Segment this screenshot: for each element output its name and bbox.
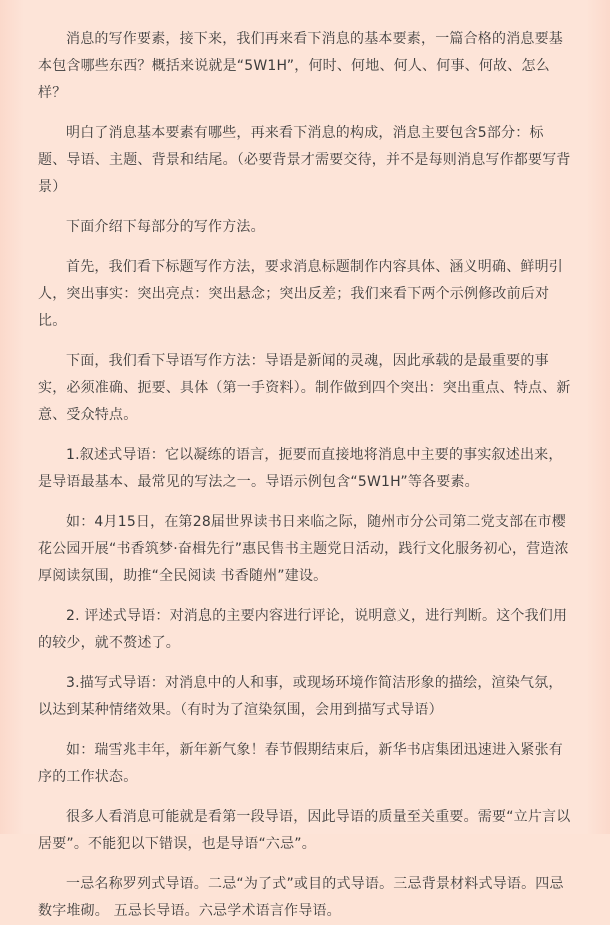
paragraph-title-method: 首先，我们看下标题写作方法，要求消息标题制作内容具体、涵义明确、鲜明引人，突出事实：突出亮点：突出悬念；突出反差；我们来看下两个示例修改前后对比。 (38, 259, 563, 329)
paragraph-narrative-lead: 1.叙述式导语：它以凝练的语言，扼要而直接地将消息中主要的事实叙述出来，是导语最基本、最常见的写法之一。导语示例包含“5W1H”等各要素。 (38, 447, 563, 490)
paragraph-methods-intro: 下面介绍下每部分的写作方法。 (66, 219, 265, 235)
paragraph-six-taboos: 一忌名称罗列式导语。二忌“为了式”或目的式导语。三忌背景材料式导语。四忌数字堆砌。 五忌长导语。六忌学术语言作导语。 (38, 876, 564, 919)
paragraph-commentary-lead: 2. 评述式导语：对消息的主要内容进行评论，说明意义，进行判断。这个我们用的较少，就不赘述了。 (38, 608, 568, 651)
paragraph-descriptive-example: 如：瑞雪兆丰年，新年新气象！春节假期结束后，新华书店集团迅速进入紧张有序的工作状态。 (38, 742, 563, 785)
paragraph-lead-method: 下面，我们看下导语写作方法：导语是新闻的灵魂，因此承载的是最重要的事实，必须准确、扼要、具体（第一手资料）。制作做到四个突出：突出重点、特点、新意、受众特点。 (38, 353, 571, 423)
paragraph-narrative-example: 如：4月15日，在第28届世界读书日来临之际，随州市分公司第二党支部在市樱花公园开展“书香筑梦·奋楫先行”惠民售书主题党日活动，践行文化服务初心，营造浓厚阅读氛围，助推“全民阅读 书香随州”建设。 (38, 514, 569, 584)
paragraph-structure: 明白了消息基本要素有哪些，再来看下消息的构成，消息主要包含5部分：标题、导语、主题、背景和结尾。（必要背景才需要交待，并不是每则消息写作都要写背景） (38, 125, 571, 195)
paragraph-descriptive-lead: 3.描写式导语：对消息中的人和事，或现场环境作简洁形象的描绘，渲染气氛，以达到某种情绪效果。（有时为了渲染氛围，会用到描写式导语） (38, 675, 563, 718)
top-spacing (38, 0, 572, 27)
paragraph-elements: 消息的写作要素，接下来，我们再来看下消息的基本要素，一篇合格的消息要基本包含哪些东西？概括来说就是“5W1H”，何时、何地、何人、何事、何故、怎么样？ (38, 31, 563, 101)
paragraph-lead-importance: 很多人看消息可能就是看第一段导语，因此导语的质量至关重要。需要“立片言以居要”。不能犯以下错误，也是导语“六忌”。 (38, 809, 571, 852)
